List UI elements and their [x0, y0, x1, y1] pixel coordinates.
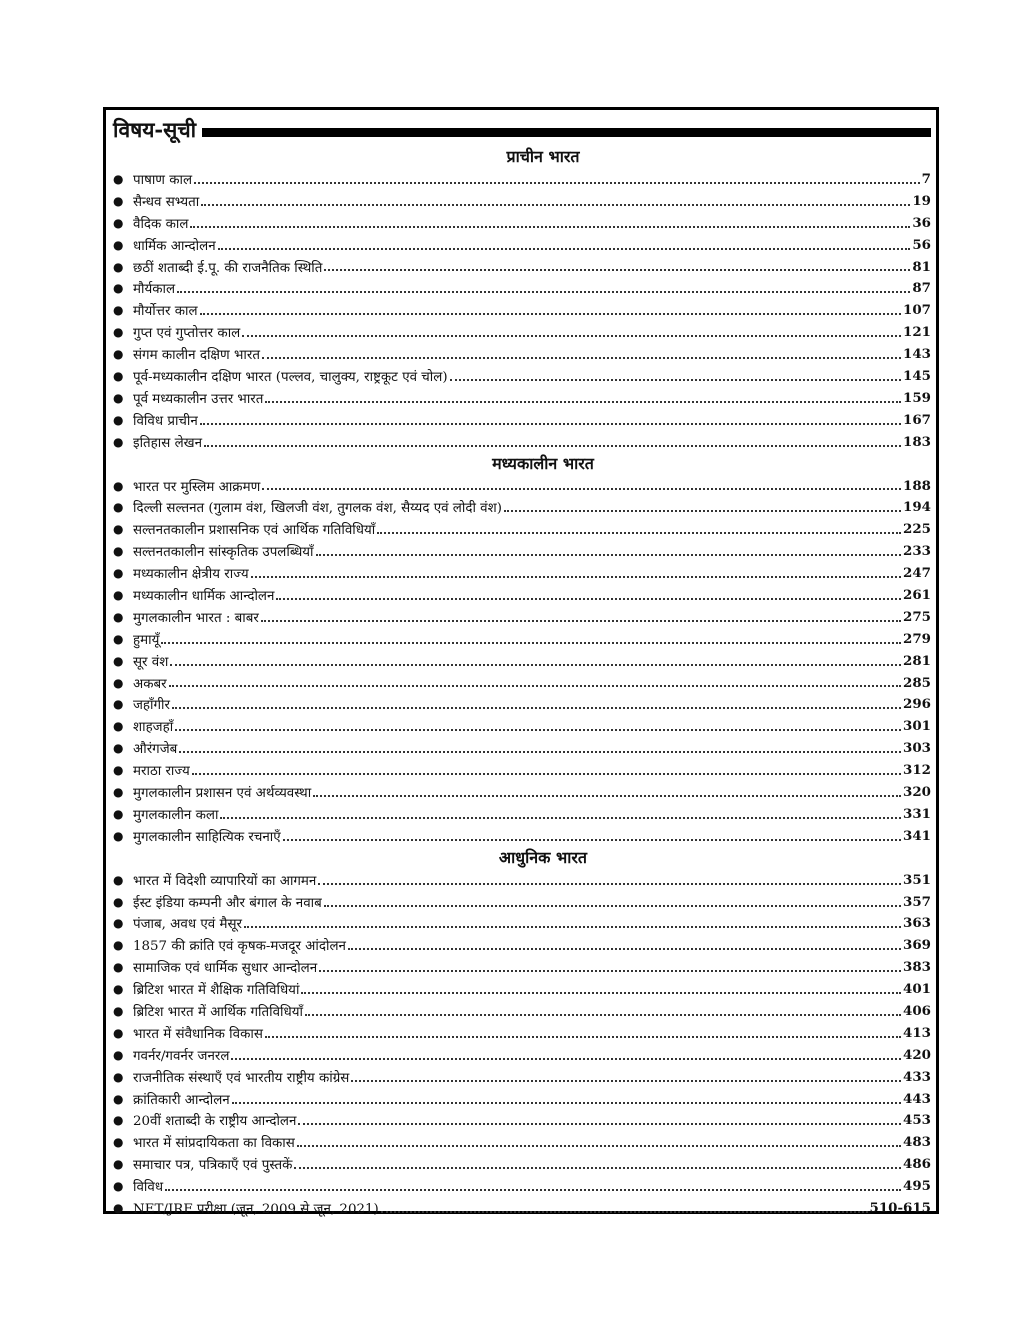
- toc-entry[interactable]: [113, 1197, 933, 1219]
- toc-title: विषय-सूची: [113, 116, 197, 142]
- title-rule: [202, 128, 931, 137]
- dot-leader: [316, 542, 902, 556]
- entry-page-number: 406: [903, 1003, 931, 1019]
- bullet-icon: ●: [113, 434, 124, 449]
- entry-title: 1857 की क्रांति एवं कृषक-मजदूर आंदोलन: [133, 939, 346, 955]
- entry-title: दिल्ली सल्तनत (गुलाम वंश, खिलजी वंश, तुगलक वंश, सैय्यद एवं लोदी वंश): [133, 501, 502, 517]
- bullet-icon: ●: [113, 1025, 124, 1040]
- dot-leader: [161, 630, 901, 644]
- bullet-icon: ●: [113, 193, 124, 208]
- bullet-icon: ●: [113, 1179, 124, 1194]
- dot-leader: [192, 761, 901, 775]
- entry-page-number: 296: [903, 696, 931, 713]
- entry-page-number: 19: [912, 192, 931, 209]
- bullet-icon: ●: [113, 894, 124, 909]
- toc-entry[interactable]: [113, 299, 933, 321]
- entry-page-number: 247: [903, 565, 931, 582]
- entry-title: सल्तनतकालीन सांस्कृतिक उपलब्धियाँ: [133, 545, 314, 561]
- dot-leader: [169, 673, 901, 687]
- entry-title: वैदिक काल: [133, 216, 189, 232]
- dot-leader: [377, 520, 901, 534]
- bullet-icon: ●: [113, 697, 124, 712]
- dot-leader: [261, 608, 901, 622]
- bullet-icon: ●: [113, 653, 124, 668]
- entry-title: भारत में संवैधानिक विकास: [133, 1026, 263, 1042]
- entry-page-number: 56: [912, 236, 931, 253]
- bullet-icon: ●: [113, 916, 124, 931]
- entry-page-number: 194: [903, 499, 931, 516]
- toc-entry[interactable]: [113, 431, 933, 453]
- bullet-icon: ●: [113, 544, 124, 559]
- dot-leader: [220, 805, 901, 819]
- toc-entry[interactable]: [113, 672, 933, 694]
- bullet-icon: ●: [113, 872, 124, 887]
- bullet-icon: ●: [113, 806, 124, 821]
- toc-entry[interactable]: [113, 234, 933, 256]
- dot-leader: [324, 257, 910, 271]
- dot-leader: [305, 1002, 901, 1016]
- entry-title: औरंगजेब: [133, 742, 178, 758]
- entry-page-number: 401: [903, 981, 931, 998]
- dot-leader: [204, 433, 901, 447]
- section-heading: आधुनिक भारत: [498, 847, 588, 867]
- toc-entry[interactable]: [113, 628, 933, 650]
- bullet-icon: ●: [113, 763, 124, 778]
- entry-page-number: 433: [903, 1068, 931, 1085]
- bullet-icon: ●: [113, 982, 124, 997]
- entry-title: छठीं शताब्दी ई.पू. की राजनैतिक स्थिति: [133, 260, 323, 276]
- dot-leader: [348, 936, 901, 950]
- entry-page-number: 510-615: [869, 1200, 931, 1217]
- bullet-icon: ●: [113, 938, 124, 953]
- entry-page-number: 167: [903, 411, 931, 428]
- dot-leader: [251, 564, 901, 578]
- dot-leader: [262, 345, 901, 359]
- toc-entry[interactable]: [113, 540, 933, 562]
- toc-entry[interactable]: [113, 212, 933, 234]
- toc-entry[interactable]: [113, 934, 933, 956]
- entry-title: इतिहास लेखन: [133, 435, 203, 451]
- dot-leader: [298, 1111, 901, 1125]
- toc-content: [113, 146, 933, 1219]
- entry-title: शाहजहाँ: [133, 720, 174, 736]
- bullet-icon: ●: [113, 325, 124, 340]
- entry-page-number: 495: [903, 1178, 931, 1195]
- dot-leader: [318, 871, 901, 885]
- toc-entry[interactable]: [113, 1022, 933, 1044]
- toc-entry[interactable]: [113, 1131, 933, 1153]
- toc-entry[interactable]: [113, 650, 933, 672]
- toc-entry[interactable]: [113, 781, 933, 803]
- dot-leader: [276, 586, 901, 600]
- entry-page-number: 159: [903, 389, 931, 406]
- dot-leader: [194, 170, 920, 184]
- dot-leader: [450, 367, 901, 381]
- entry-title: राजनीतिक संस्थाएँ एवं भारतीय राष्ट्रीय कांग्रेस: [133, 1070, 350, 1086]
- entry-title: ब्रिटिश भारत में आर्थिक गतिविधियाँ: [133, 1005, 303, 1020]
- dot-leader: [283, 827, 901, 841]
- bullet-icon: ●: [113, 390, 124, 405]
- dot-leader: [179, 739, 901, 753]
- toc-entry[interactable]: [113, 1044, 933, 1066]
- toc-entry[interactable]: [113, 365, 933, 387]
- bullet-icon: ●: [113, 500, 124, 515]
- entry-title: भारत में विदेशी व्यापारियों का आगमन: [133, 873, 317, 889]
- bullet-icon: ●: [113, 368, 124, 383]
- entry-page-number: 36: [912, 214, 931, 231]
- entry-title: मध्यकालीन धार्मिक आन्दोलन: [133, 588, 275, 604]
- entry-page-number: 486: [903, 1156, 931, 1173]
- toc-entry[interactable]: [113, 168, 933, 190]
- toc-entry[interactable]: [113, 803, 933, 825]
- dot-leader: [265, 1024, 901, 1038]
- toc-entry[interactable]: [113, 1110, 933, 1132]
- bullet-icon: ●: [113, 566, 124, 581]
- toc-entry[interactable]: [113, 606, 933, 628]
- entry-title: सूर वंश: [133, 654, 169, 670]
- bullet-icon: ●: [113, 1091, 124, 1106]
- toc-entry[interactable]: [113, 956, 933, 978]
- dot-leader: [200, 411, 901, 425]
- dot-leader: [177, 279, 910, 293]
- bullet-icon: ●: [113, 587, 124, 602]
- entry-title: जहाँगीर: [133, 698, 170, 714]
- bullet-icon: ●: [113, 215, 124, 230]
- toc-entry[interactable]: [113, 518, 933, 540]
- dot-leader: [232, 1090, 901, 1104]
- toc-entry[interactable]: [113, 343, 933, 365]
- toc-entry[interactable]: [113, 1066, 933, 1088]
- bullet-icon: ●: [113, 1004, 124, 1018]
- entry-title: सैन्धव सभ्यता: [133, 194, 200, 210]
- entry-title: संगम कालीन दक्षिण भारत: [133, 348, 260, 364]
- bullet-icon: ●: [113, 1047, 124, 1062]
- entry-page-number: 261: [903, 586, 931, 603]
- bullet-icon: ●: [113, 303, 124, 318]
- toc-header: [113, 113, 931, 145]
- bullet-icon: ●: [113, 1157, 124, 1172]
- entry-title: पूर्व मध्यकालीन उत्तर भारत: [133, 391, 264, 407]
- dot-leader: [301, 980, 901, 994]
- entry-page-number: 145: [903, 367, 931, 384]
- entry-page-number: 443: [903, 1090, 931, 1107]
- bullet-icon: ●: [113, 1135, 124, 1150]
- entry-page-number: 188: [903, 477, 931, 494]
- entry-title: पंजाब, अवध एवं मैसूर: [133, 917, 242, 933]
- entry-page-number: 331: [903, 805, 931, 822]
- entry-page-number: 383: [903, 959, 931, 976]
- bullet-icon: ●: [113, 281, 124, 296]
- dot-leader: [294, 1155, 901, 1169]
- entry-page-number: 107: [903, 302, 931, 319]
- entry-page-number: 87: [912, 280, 931, 297]
- entry-page-number: 420: [903, 1046, 931, 1063]
- dot-leader: [324, 893, 901, 907]
- entry-title: मौर्यकाल: [133, 282, 176, 298]
- entry-title: मध्यकालीन क्षेत्रीय राज्य: [133, 567, 249, 583]
- toc-entry[interactable]: [113, 409, 933, 431]
- entry-title: मौर्योत्तर काल: [133, 304, 198, 320]
- entry-page-number: 285: [903, 674, 931, 691]
- toc-entry[interactable]: [113, 277, 933, 299]
- entry-title: पूर्व-मध्यकालीन दक्षिण भारत (पल्लव, चालुक्य, राष्ट्रकूट एवं चोल): [133, 369, 448, 385]
- dot-leader: [170, 652, 901, 666]
- entry-page-number: 369: [903, 937, 931, 954]
- toc-entry[interactable]: [113, 190, 933, 212]
- entry-page-number: 413: [903, 1024, 931, 1041]
- entry-page-number: 453: [903, 1112, 931, 1129]
- dot-leader: [244, 914, 901, 928]
- entry-page-number: 233: [903, 543, 931, 560]
- entry-page-number: 121: [903, 324, 931, 341]
- toc-entry[interactable]: [113, 584, 933, 606]
- bullet-icon: ●: [113, 522, 124, 537]
- dot-leader: [200, 301, 902, 315]
- entry-title: ईस्ट इंडिया कम्पनी और बंगाल के नवाब: [133, 895, 322, 911]
- toc-entry[interactable]: [113, 387, 933, 409]
- entry-page-number: 81: [912, 258, 931, 275]
- bullet-icon: ●: [113, 1201, 124, 1216]
- dot-leader: [172, 695, 901, 709]
- entry-page-number: 7: [921, 170, 931, 187]
- dot-leader: [297, 1133, 901, 1147]
- entry-title: विविध: [133, 1180, 164, 1196]
- bullet-icon: ●: [113, 171, 124, 186]
- entry-title: ब्रिटिश भारत में शैक्षिक गतिविधियां: [133, 983, 300, 999]
- section-heading: प्राचीन भारत: [506, 147, 580, 166]
- entry-title: पाषाण काल: [133, 172, 193, 188]
- toc-entry[interactable]: [113, 1000, 933, 1022]
- entry-page-number: 341: [903, 827, 931, 844]
- entry-title: मुगलकालीन साहित्यिक रचनाएँ: [133, 829, 281, 845]
- section-heading: मध्यकालीन भारत: [492, 453, 594, 473]
- entry-page-number: 225: [903, 521, 931, 538]
- entry-title: भारत में सांप्रदायिकता का विकास: [133, 1136, 295, 1152]
- entry-title: मराठा राज्य: [133, 764, 190, 780]
- toc-entry[interactable]: [113, 759, 933, 781]
- toc-section: [113, 146, 933, 453]
- dot-leader: [190, 214, 910, 228]
- entry-page-number: 483: [903, 1134, 931, 1151]
- toc-entry[interactable]: [113, 256, 933, 278]
- toc-entry[interactable]: [113, 869, 933, 891]
- entry-title: धार्मिक आन्दोलन: [133, 238, 216, 254]
- dot-leader: [165, 1177, 901, 1191]
- entry-page-number: 351: [903, 871, 931, 888]
- dot-leader: [262, 476, 901, 490]
- dot-leader: [175, 717, 901, 731]
- bullet-icon: ●: [113, 609, 124, 624]
- entry-title: भारत पर मुस्लिम आक्रमण: [133, 479, 261, 495]
- entry-title: 20वीं शताब्दी के राष्ट्रीय आन्दोलन: [133, 1114, 297, 1130]
- entry-page-number: 281: [903, 652, 931, 669]
- bullet-icon: ●: [113, 719, 124, 734]
- entry-title: समाचार पत्र, पत्रिकाएँ एवं पुस्तकें: [133, 1158, 293, 1174]
- toc-entry[interactable]: [113, 913, 933, 935]
- bullet-icon: ●: [113, 412, 124, 427]
- bullet-icon: ●: [113, 828, 124, 843]
- entry-page-number: 312: [903, 762, 931, 779]
- bullet-icon: ●: [113, 784, 124, 799]
- entry-page-number: 303: [903, 740, 931, 757]
- entry-page-number: 320: [903, 783, 931, 800]
- dot-leader: [319, 958, 901, 972]
- entry-title: क्रांतिकारी आन्दोलन: [133, 1092, 230, 1108]
- bullet-icon: ●: [113, 237, 124, 252]
- entry-page-number: 279: [903, 630, 931, 647]
- toc-entry[interactable]: [113, 693, 933, 715]
- entry-page-number: 143: [903, 346, 931, 363]
- toc-entry[interactable]: [113, 321, 933, 343]
- entry-title: NET/JRF परीक्षा (जून, 2009 से जून, 2021): [133, 1202, 379, 1218]
- entry-title: सामाजिक एवं धार्मिक सुधार आन्दोलन: [133, 961, 318, 977]
- toc-entry[interactable]: [113, 496, 933, 518]
- dot-leader: [265, 389, 901, 403]
- toc-entry[interactable]: [113, 825, 933, 847]
- entry-title: सल्तनतकालीन प्रशासनिक एवं आर्थिक गतिविधियाँ: [133, 523, 376, 539]
- bullet-icon: ●: [113, 347, 124, 362]
- toc-entry[interactable]: [113, 737, 933, 759]
- toc-entry[interactable]: [113, 1153, 933, 1175]
- toc-entry[interactable]: [113, 1175, 933, 1197]
- bullet-icon: ●: [113, 960, 124, 975]
- toc-entry[interactable]: [113, 715, 933, 737]
- entry-page-number: 363: [903, 915, 931, 932]
- entry-title: गुप्त एवं गुप्तोत्तर काल: [133, 326, 241, 342]
- bullet-icon: ●: [113, 631, 124, 646]
- dot-leader: [201, 192, 910, 206]
- entry-page-number: 183: [903, 433, 931, 450]
- entry-page-number: 275: [903, 608, 931, 625]
- bullet-icon: ●: [113, 1069, 124, 1084]
- bullet-icon: ●: [113, 478, 124, 493]
- entry-title: हुमायूँ: [133, 632, 160, 648]
- entry-page-number: 357: [903, 893, 931, 910]
- bullet-icon: ●: [113, 1113, 124, 1128]
- entry-title: अकबर: [133, 676, 167, 692]
- toc-entry[interactable]: [113, 1088, 933, 1110]
- dot-leader: [351, 1068, 901, 1082]
- dot-leader: [218, 236, 911, 250]
- dot-leader: [504, 498, 901, 512]
- bullet-icon: ●: [113, 675, 124, 690]
- entry-title: विविध प्राचीन: [133, 413, 198, 429]
- bullet-icon: ●: [113, 741, 124, 756]
- toc-section: [113, 847, 933, 1219]
- dot-leader: [313, 783, 901, 797]
- entry-title: मुगलकालीन कला: [133, 807, 219, 823]
- toc-entry[interactable]: [113, 978, 933, 1000]
- entry-title: मुगलकालीन भारत : बाबर: [133, 610, 259, 626]
- entry-title: गवर्नर/गवर्नर जनरल: [133, 1048, 230, 1064]
- dot-leader: [242, 323, 901, 337]
- toc-entry[interactable]: [113, 891, 933, 913]
- dot-leader: [381, 1199, 868, 1213]
- toc-section: [113, 453, 933, 847]
- toc-entry[interactable]: [113, 562, 933, 584]
- entry-page-number: 301: [903, 718, 931, 735]
- entry-title: मुगलकालीन प्रशासन एवं अर्थव्यवस्था: [133, 785, 312, 801]
- toc-entry[interactable]: [113, 475, 933, 497]
- bullet-icon: ●: [113, 259, 124, 274]
- dot-leader: [231, 1046, 901, 1060]
